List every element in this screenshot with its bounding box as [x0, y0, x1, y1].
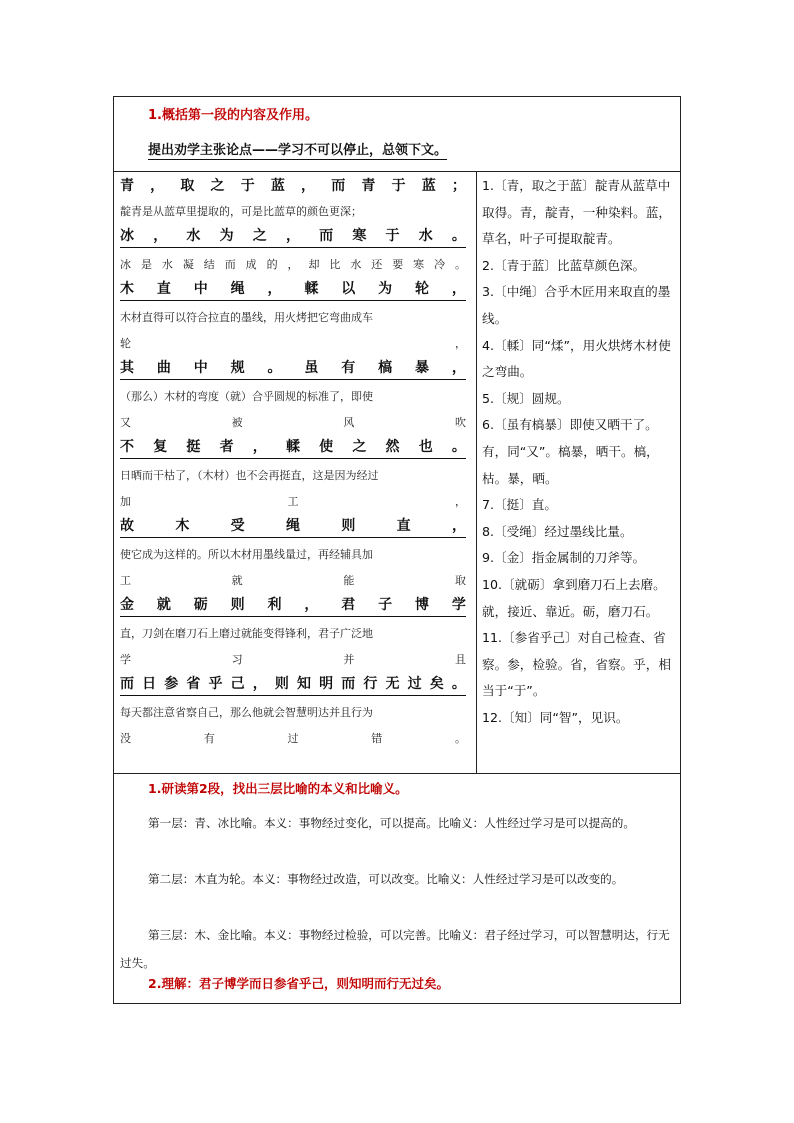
translation-line: 日晒而干枯了，（木材）也不会再挺直，这是因为经过: [120, 469, 379, 482]
column-divider: [476, 171, 477, 773]
translation-line: 没 有 过 错 。: [120, 732, 466, 745]
translation-line: （那么）木材的弯度（就）合乎圆规的标准了，即使: [120, 390, 373, 403]
note-item: 4.〔輮〕同“煣”，用火烘烤木材使之弯曲。: [482, 337, 671, 380]
translation-line: 木材直得可以符合拉直的墨线，用火烤把它弯曲成车: [120, 311, 373, 324]
metaphor-layer-3: 第三层：木、金比喻。本义：事物经过检验，可以完善。比喻义：君子经过学习，可以智慧明达，行无过失。: [120, 928, 670, 970]
translation-line: 学 习 并 且: [120, 653, 466, 666]
note-item: 8.〔受绳〕经过墨线比量。: [482, 523, 633, 539]
metaphor-layer-1: 第一层：青、冰比喻。本义：事物经过变化，可以提高。比喻义：人性经过学习是可以提高的。: [148, 816, 635, 830]
note-item: 6.〔虽有槁暴〕即使又晒干了。有，同“又”。槁暴，晒干。槁，枯。暴，晒。: [482, 417, 659, 486]
translation-line: 工 就 能 取: [120, 574, 466, 587]
note-item: 10.〔就砺〕拿到磨刀石上去磨。就，接近、靠近。砺，磨刀石。: [482, 576, 666, 619]
original-line: 青 ， 取 之 于 蓝 ， 而 青 于 蓝 ；: [120, 178, 466, 194]
notes-column: [482, 173, 682, 731]
original-line: 而 日 参 省 乎 己 ， 则 知 明 而 行 无 过 矣 。: [120, 673, 466, 696]
lesson-table: [113, 96, 681, 1004]
original-line: 故 木 受 绳 则 直 ，: [120, 515, 466, 538]
metaphor-layer-2: 第二层：木直为轮。本义：事物经过改造，可以改变。比喻义：人性经过学习是可以改变的。: [148, 872, 624, 886]
original-line: 不 复 挺 者 ， 輮 使 之 然 也 。: [120, 436, 466, 459]
question-summary: 1.概括第一段的内容及作用。: [148, 108, 318, 123]
translation-line: 直，刀剑在磨刀石上磨过就能变得锋利，君子广泛地: [120, 627, 373, 640]
question-understand: 2.理解：君子博学而日参省乎己，则知明而行无过矣。: [148, 976, 449, 991]
note-item: 2.〔青于蓝〕比蓝草颜色深。: [482, 257, 646, 273]
translation-line: 又 被 风 吹: [120, 416, 466, 429]
original-text-column: [120, 173, 466, 752]
translation-line: 加 工 ，: [120, 495, 466, 508]
original-line: 金 就 砺 则 利 ， 君 子 博 学: [120, 594, 466, 617]
row-divider-top: [114, 171, 680, 172]
note-item: 11.〔参省乎己〕对自己检查、省察。参，检验。省，省察。乎，相当于“于”。: [482, 630, 671, 699]
original-line: 冰 ， 水 为 之 ， 而 寒 于 水 。: [120, 225, 466, 248]
answer-summary: 提出劝学主张论点——学习不可以停止，总领下文。: [148, 139, 447, 160]
note-item: 12.〔知〕同“智”，见识。: [482, 709, 629, 725]
translation-line: 每天都注意省察自己，那么他就会智慧明达并且行为: [120, 706, 373, 719]
translation-line: 靛青是从蓝草里提取的，可是比蓝草的颜色更深；: [120, 205, 362, 218]
note-item: 5.〔规〕圆规。: [482, 390, 570, 406]
note-item: 9.〔金〕指金属制的刀斧等。: [482, 550, 646, 566]
translation-line: 使它成为这样的。所以木材用墨线量过，再经辅具加: [120, 548, 373, 561]
translation-line: 轮 ，: [120, 337, 466, 350]
row-divider-bottom: [114, 773, 680, 774]
note-item: 7.〔挺〕直。: [482, 497, 557, 513]
question-study-paragraph: 1.研读第2段，找出三层比喻的本义和比喻义。: [148, 781, 408, 796]
translation-line: 冰 是 水 凝 结 而 成 的 ， 却 比 水 还 要 寒 冷 。: [120, 258, 466, 271]
note-item: 1.〔青，取之于蓝〕靛青从蓝草中取得。青，靛青，一种染料。蓝，草名，叶子可提取靛青。: [482, 178, 671, 247]
note-item: 3.〔中绳〕合乎木匠用来取直的墨线。: [482, 284, 671, 326]
original-line: 木 直 中 绳 ， 輮 以 为 轮 ，: [120, 278, 466, 301]
original-line: 其 曲 中 规 。 虽 有 槁 暴 ，: [120, 357, 466, 380]
